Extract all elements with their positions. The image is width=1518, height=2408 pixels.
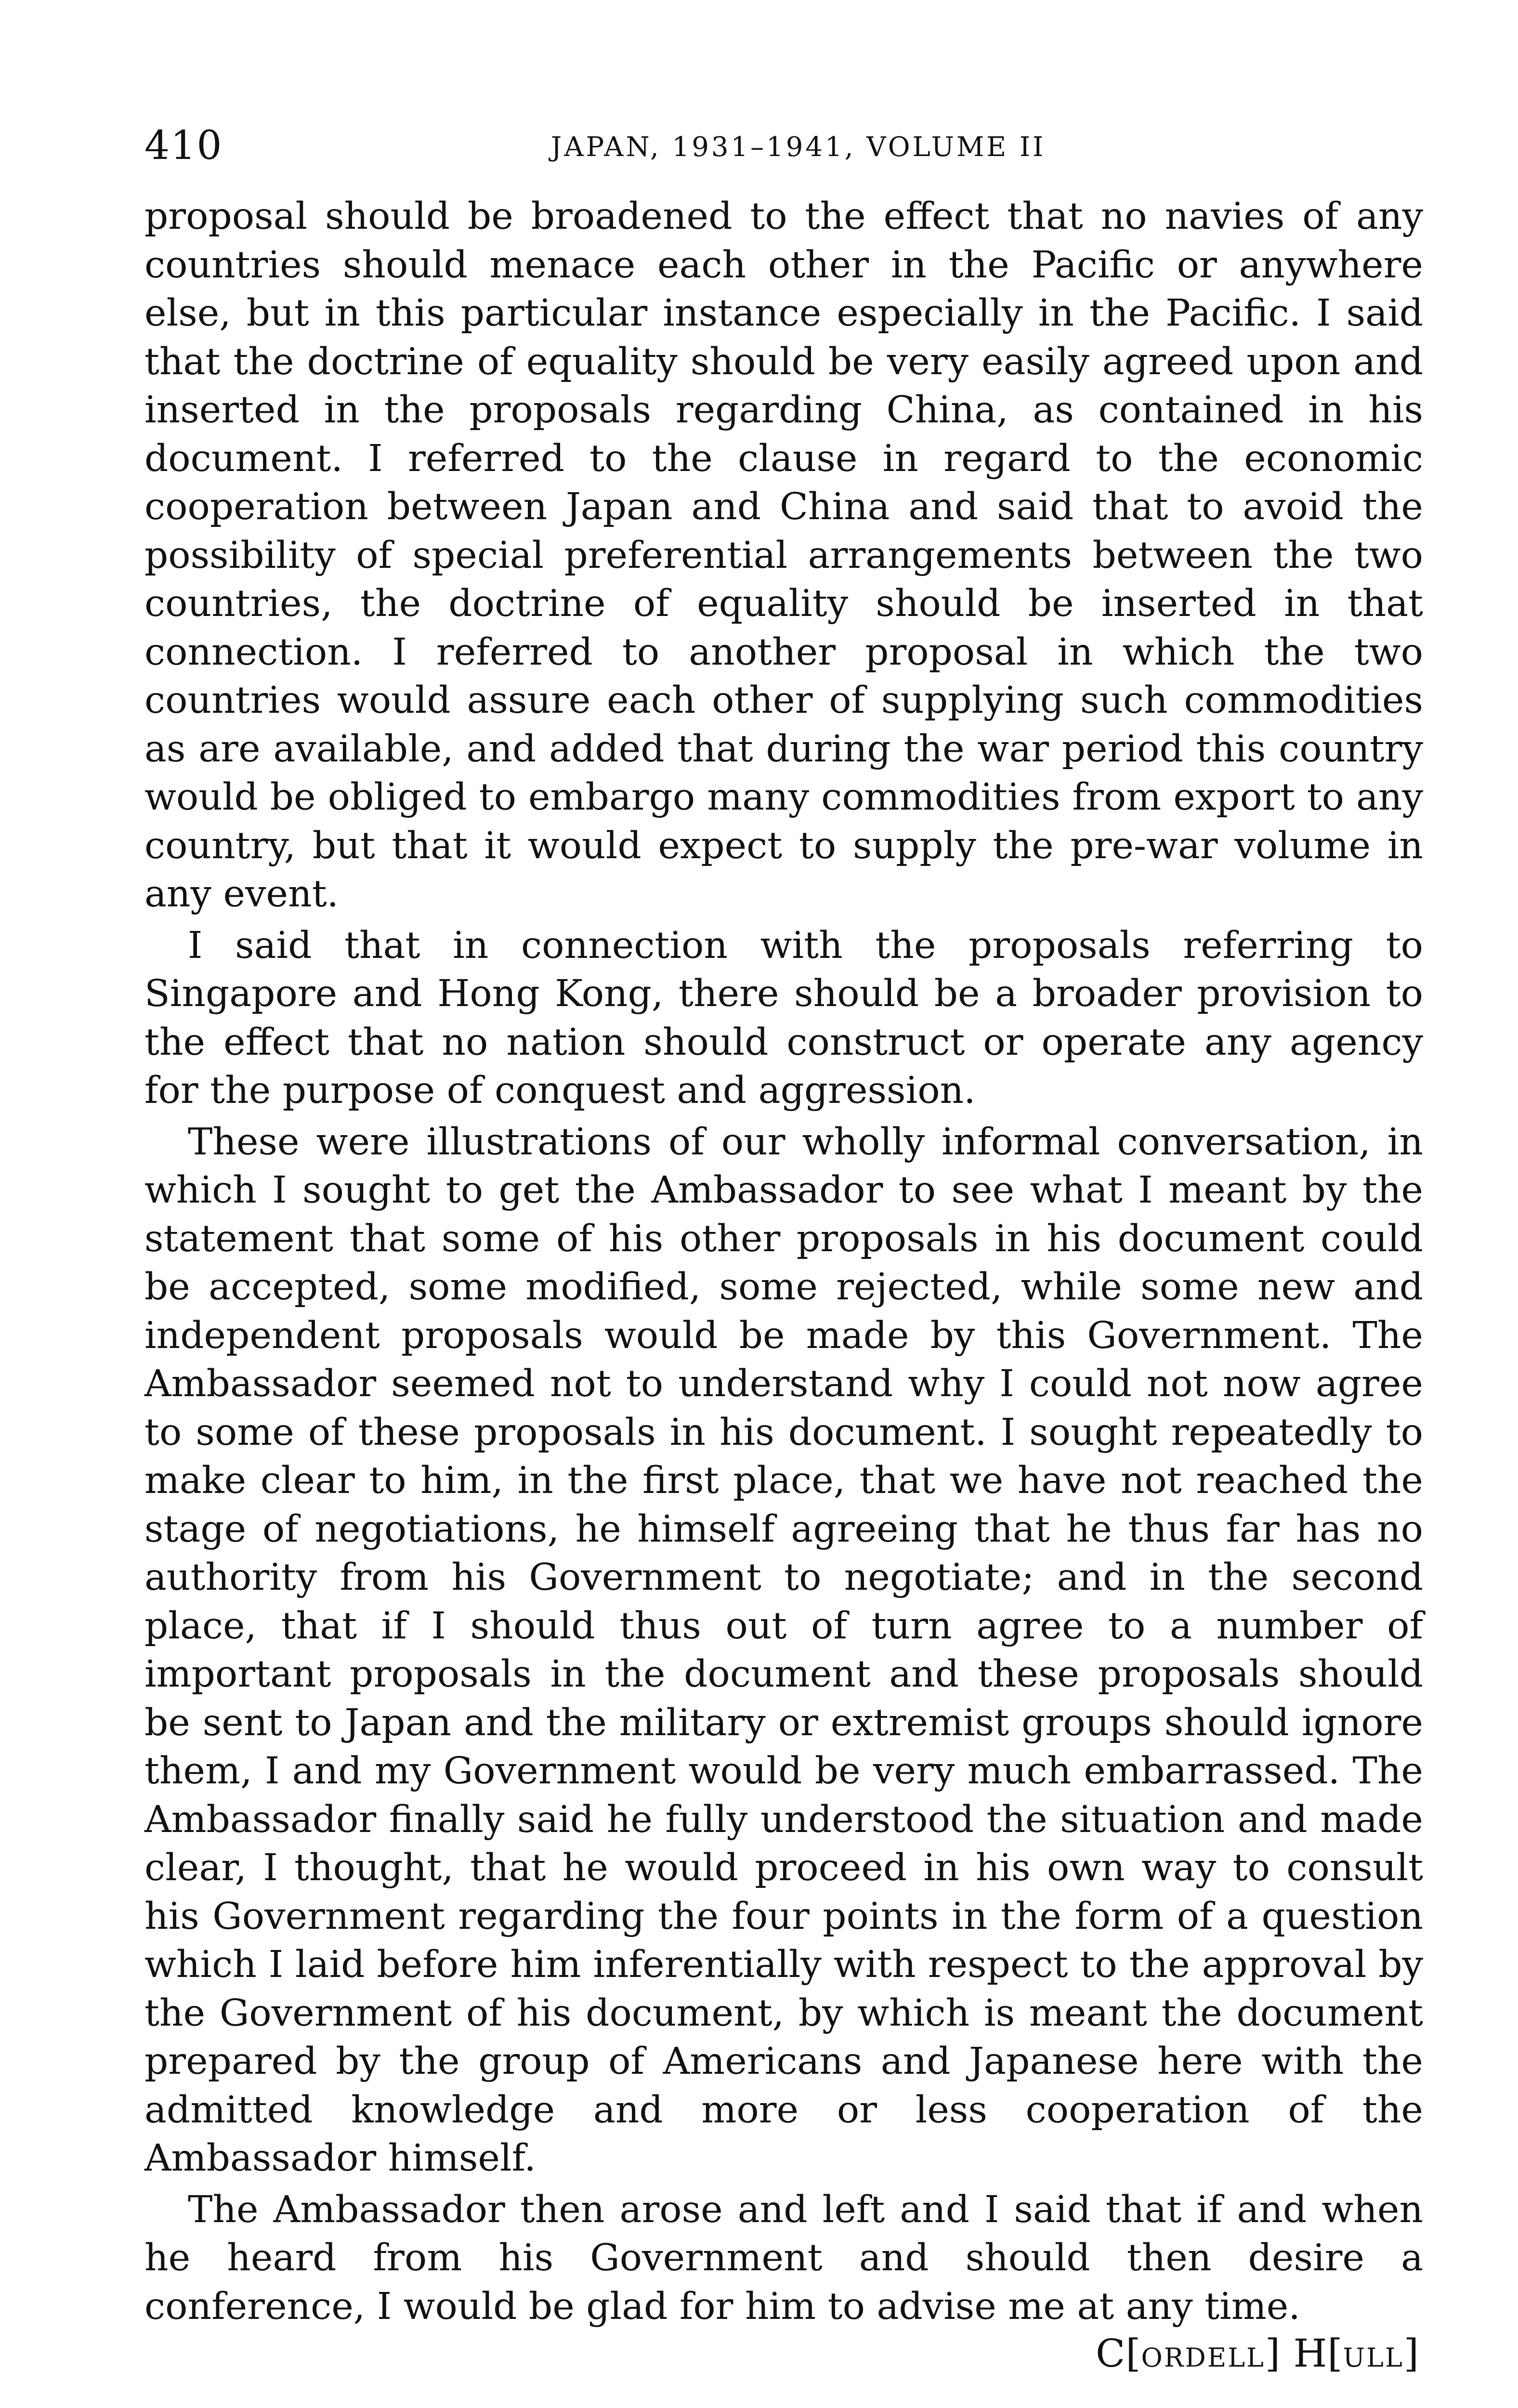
running-head: JAPAN, 1931–1941, VOLUME II (550, 131, 1046, 163)
paragraph-continued: proposal should be broadened to the effect that no navies of any countries should menace each other in the Pacific or anywhere else, but in this particular instance especially in the Pacific. I said that the doctrine of equality should be very easily agreed upon and inserted in the proposals regarding China, as contained in his document. I referred to the clause in regard to the economic cooperation between Japan and China and said that to avoid the possibility of special preferential arrangements between the two countries, the doctrine of equality should be inserted in that connection. I referred to another proposal in which the two countries would assure each other of supplying such commodities as are available, and added that during the war period this country would be obliged to embargo many commodities from export to any country, but that it would expect to supply the pre-war volume in any event. (144, 195, 1423, 916)
signature: C[ORDELL] H[ULL] (1096, 2331, 1419, 2376)
document-body (144, 193, 1423, 2331)
signature-first-rest: ORDELL (1141, 2343, 1265, 2373)
signature-first-initial: C (1096, 2331, 1126, 2376)
paragraph: These were illustrations of our wholly informal conversation, in which I sought to get the Ambassador to see what I meant by the statement that some of his other proposals in his document could be accepted, some modified, some rejected, while some new and independent proposals would be made by this Government. The Ambassador seemed not to understand why I could not now agree to some of these proposals in his document. I sought repeatedly to make clear to him, in the first place, that we have not reached the stage of negotiations, he himself agreeing that he thus far has no authority from his Government to negotiate; and in the second place, that if I should thus out of turn agree to a number of important proposals in the document and these proposals should be sent to Japan and the military or extremist groups should ignore them, I and my Government would be very much embarrassed. The Ambassador finally said he fully understood the situation and made clear, I thought, that he would proceed in his own way to consult his Government regarding the four points in the form of a question which I laid before him inferentially with respect to the approval by the Government of his document, by which is meant the document prepared by the group of Americans and Japanese here with the admitted knowledge and more or less cooperation of the Ambassador himself. (144, 1120, 1423, 2180)
paragraph: I said that in connection with the proposals referring to Singapore and Hong Kong, there should be a broader provision to the effect that no nation should construct or operate any agency for the purpose of conquest and aggression. (144, 924, 1423, 1112)
page-number: 410 (144, 123, 223, 169)
page-header (144, 123, 1423, 176)
signature-last-rest: ULL (1343, 2343, 1404, 2373)
paragraph: The Ambassador then arose and left and I said that if and when he heard from his Government and should then desire a conference, I would be glad for him to advise me at any time. (144, 2188, 1423, 2328)
signature-last-initial: H (1293, 2331, 1328, 2376)
